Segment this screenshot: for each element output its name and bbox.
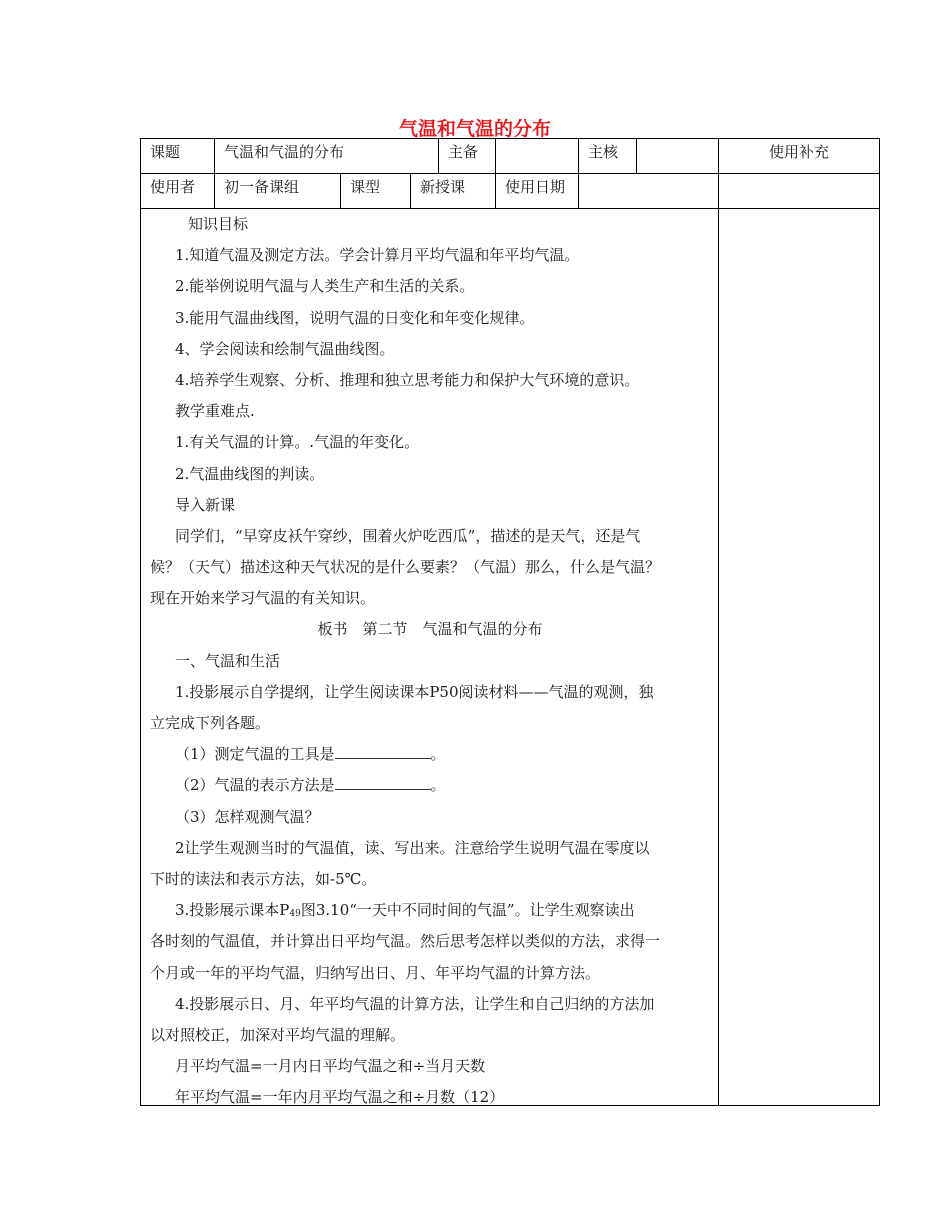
formula-month: 月平均气温=一月内日平均气温之和÷当月天数 bbox=[175, 1057, 486, 1076]
date-label: 使用日期 bbox=[505, 178, 566, 196]
question-text: （1）测定气温的工具是 bbox=[175, 745, 335, 764]
page-subscript: 49 bbox=[289, 909, 301, 920]
step-line: 下时的读法和表示方法，如-5℃。 bbox=[150, 869, 377, 888]
topic-label: 课题 bbox=[150, 143, 181, 161]
table-rule bbox=[140, 173, 880, 174]
table-rule bbox=[410, 173, 411, 208]
prep-label: 主备 bbox=[448, 143, 479, 161]
step-text: 图3.10“一天中不同时间的气温”。让学生观察读出 bbox=[300, 901, 635, 920]
step-line bbox=[150, 895, 710, 926]
question-2 bbox=[150, 770, 710, 801]
table-rule bbox=[214, 138, 215, 208]
goal-item: 4.培养学生观察、分析、推理和独立思考能力和保护大气环境的意识。 bbox=[175, 370, 640, 389]
step-line: 立完成下列各题。 bbox=[150, 714, 271, 732]
goal-item: 1.知道气温及测定方法。学会计算月平均气温和年平均气温。 bbox=[175, 246, 580, 265]
answer-blank bbox=[335, 775, 431, 790]
review-label: 主核 bbox=[588, 143, 619, 161]
question-3: （3）怎样观测气温？ bbox=[175, 807, 320, 826]
step-line: 1.投影展示自学提纲，让学生阅读课本P50阅读材料——气温的观测，独 bbox=[175, 682, 654, 701]
table-rule bbox=[636, 138, 637, 173]
type-label: 课型 bbox=[350, 178, 381, 196]
step-line: 2让学生观测当时的气温值，读、写出来。注意给学生说明气温在零度以 bbox=[175, 838, 650, 857]
table-rule bbox=[718, 138, 719, 1106]
topic-value: 气温和气温的分布 bbox=[224, 143, 345, 161]
table-rule bbox=[495, 138, 496, 208]
intro-heading: 导入新课 bbox=[175, 495, 236, 514]
intro-line: 现在开始来学习气温的有关知识。 bbox=[150, 589, 376, 608]
key-heading: 教学重难点. bbox=[175, 402, 255, 421]
goal-item: 4、学会阅读和绘制气温曲线图。 bbox=[175, 339, 395, 358]
step-line: 4.投影展示日、月、年平均气温的计算方法，让学生和自己归纳的方法加 bbox=[175, 994, 655, 1013]
question-1 bbox=[150, 739, 710, 770]
section-heading: 一、气温和生活 bbox=[175, 651, 281, 670]
question-end: 。 bbox=[430, 776, 446, 795]
type-value: 新授课 bbox=[420, 178, 466, 196]
page-title: 气温和气温的分布 bbox=[398, 118, 551, 140]
answer-blank bbox=[335, 744, 431, 759]
goal-item: 2.能举例说明气温与人类生产和生活的关系。 bbox=[175, 277, 475, 296]
step-line: 以对照校正，加深对平均气温的理解。 bbox=[150, 1025, 406, 1044]
key-item: 2.气温曲线图的判读。 bbox=[175, 464, 325, 483]
lesson-body bbox=[150, 209, 710, 1113]
goal-item: 3.能用气温曲线图，说明气温的日变化和年变化规律。 bbox=[175, 308, 535, 327]
question-end: 。 bbox=[430, 745, 446, 764]
intro-line: 候？（天气）描述这种天气状况的是什么要素？（气温）那么，什么是气温？ bbox=[150, 558, 661, 577]
table-rule bbox=[340, 173, 341, 208]
step-line: 个月或一年的平均气温，归纳写出日、月、年平均气温的计算方法。 bbox=[150, 963, 601, 982]
question-text: （2）气温的表示方法是 bbox=[175, 776, 335, 795]
key-item: 1.有关气温的计算。.气温的年变化。 bbox=[175, 433, 420, 452]
intro-line: 同学们，“早穿皮袄午穿纱，围着火炉吃西瓜”，描述的是天气，还是气 bbox=[175, 526, 641, 545]
user-value: 初一备课组 bbox=[224, 178, 300, 196]
goals-heading: 知识目标 bbox=[188, 215, 249, 233]
table-rule bbox=[578, 138, 579, 208]
formula-year: 年平均气温=一年内月平均气温之和÷月数（12） bbox=[175, 1088, 505, 1107]
user-label: 使用者 bbox=[150, 178, 196, 196]
board-heading: 板书 第二节 气温和气温的分布 bbox=[317, 620, 543, 639]
supplement-label: 使用补充 bbox=[768, 143, 829, 161]
step-line: 各时刻的气温值，并计算出日平均气温。然后思考怎样以类似的方法，求得一 bbox=[150, 932, 661, 951]
step-text: 3.投影展示课本P bbox=[175, 901, 290, 920]
table-rule bbox=[438, 138, 439, 173]
